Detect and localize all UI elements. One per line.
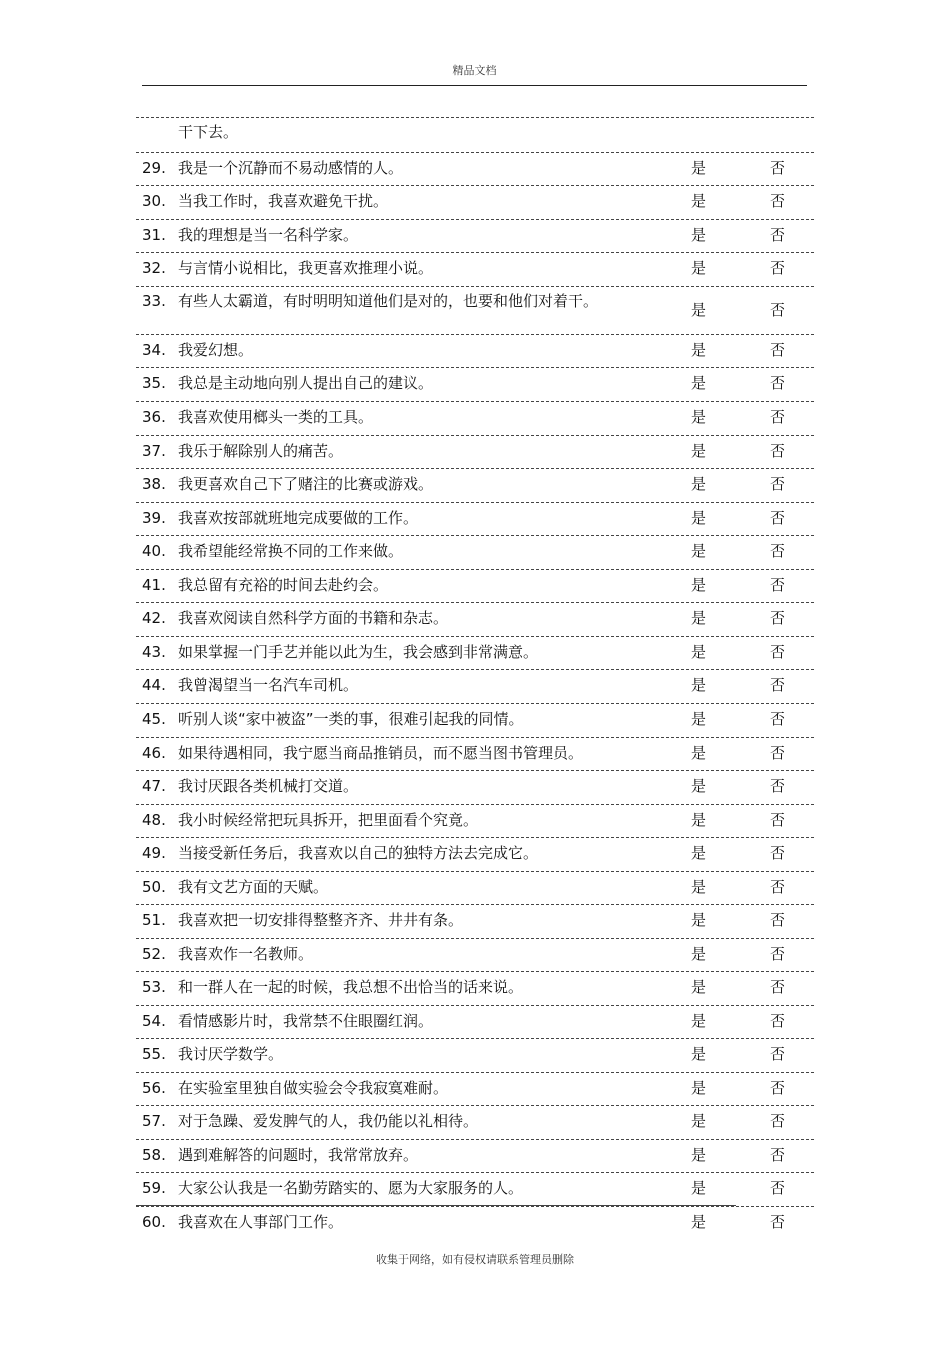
question-row [136, 703, 814, 737]
option-yes[interactable]: 是 [691, 1179, 707, 1197]
question-number: 49. [142, 844, 166, 862]
question-text: 遇到难解答的问题时，我常常放弃。 [178, 1146, 419, 1164]
option-no[interactable]: 否 [770, 1045, 786, 1063]
option-yes[interactable]: 是 [691, 341, 707, 359]
question-row [136, 185, 814, 219]
question-number: 36. [142, 408, 166, 426]
question-row [136, 569, 814, 602]
page-footer: 收集于网络，如有侵权请联系管理员删除 [376, 1253, 574, 1266]
question-text: 听别人谈“家中被盗”一类的事，很难引起我的同情。 [178, 710, 524, 728]
question-text: 我是一个沉静而不易动感情的人。 [178, 159, 404, 177]
option-yes[interactable]: 是 [691, 192, 707, 210]
question-text: 看情感影片时，我常禁不住眼圈红润。 [178, 1012, 434, 1030]
question-number: 54. [142, 1012, 166, 1030]
option-yes[interactable]: 是 [691, 978, 707, 996]
question-row [136, 1005, 814, 1038]
question-number: 42. [142, 609, 166, 627]
question-text: 我总是主动地向别人提出自己的建议。 [178, 374, 434, 392]
question-row [136, 401, 814, 435]
question-number: 47. [142, 777, 166, 795]
question-number: 40. [142, 542, 166, 560]
option-no[interactable]: 否 [770, 676, 786, 694]
question-text: 我喜欢阅读自然科学方面的书籍和杂志。 [178, 609, 449, 627]
question-number: 60. [142, 1213, 166, 1231]
option-yes[interactable]: 是 [691, 710, 707, 728]
question-text: 我喜欢按部就班地完成要做的工作。 [178, 509, 419, 527]
question-number: 50. [142, 878, 166, 896]
option-yes[interactable]: 是 [691, 911, 707, 929]
option-no[interactable]: 否 [770, 301, 786, 319]
question-row [136, 904, 814, 938]
option-yes[interactable]: 是 [691, 542, 707, 560]
question-text: 我有文艺方面的天赋。 [178, 878, 329, 896]
question-text: 我乐于解除别人的痛苦。 [178, 442, 344, 460]
question-text: 如果掌握一门手艺并能以此为生，我会感到非常满意。 [178, 643, 539, 661]
option-no[interactable]: 否 [770, 1012, 786, 1030]
option-no[interactable]: 否 [770, 341, 786, 359]
question-number: 51. [142, 911, 166, 929]
question-text: 有些人太霸道，有时明明知道他们是对的，也要和他们对着干。 [178, 292, 599, 310]
question-row [136, 602, 814, 636]
option-yes[interactable]: 是 [691, 475, 707, 493]
option-yes[interactable]: 是 [691, 1146, 707, 1164]
question-text: 我喜欢把一切安排得整整齐齐、井井有条。 [178, 911, 464, 929]
option-no[interactable]: 否 [770, 1213, 786, 1231]
question-number: 43. [142, 643, 166, 661]
question-row [136, 1038, 814, 1072]
option-no[interactable]: 否 [770, 509, 786, 527]
question-number: 41. [142, 576, 166, 594]
option-yes[interactable]: 是 [691, 609, 707, 627]
option-no[interactable]: 否 [770, 978, 786, 996]
question-text: 我喜欢使用榔头一类的工具。 [178, 408, 374, 426]
question-text: 与言情小说相比，我更喜欢推理小说。 [178, 259, 434, 277]
question-row [136, 1105, 814, 1139]
question-text: 我喜欢作一名教师。 [178, 945, 314, 963]
option-yes[interactable]: 是 [691, 744, 707, 762]
question-row [136, 502, 814, 535]
question-number: 32. [142, 259, 166, 277]
question-text: 我曾渴望当一名汽车司机。 [178, 676, 359, 694]
question-number: 39. [142, 509, 166, 527]
option-no[interactable]: 否 [770, 643, 786, 661]
question-text: 我爱幻想。 [178, 341, 254, 359]
option-no[interactable]: 否 [770, 710, 786, 728]
option-no[interactable]: 否 [770, 1146, 786, 1164]
question-text: 我讨厌学数学。 [178, 1045, 284, 1063]
option-yes[interactable]: 是 [691, 844, 707, 862]
option-no[interactable]: 否 [770, 609, 786, 627]
question-row [136, 1139, 814, 1172]
option-yes[interactable]: 是 [691, 509, 707, 527]
question-number: 57. [142, 1112, 166, 1130]
option-no[interactable]: 否 [770, 811, 786, 829]
option-yes[interactable]: 是 [691, 1079, 707, 1097]
question-row [136, 1072, 814, 1105]
option-yes[interactable]: 是 [691, 159, 707, 177]
option-yes[interactable]: 是 [691, 576, 707, 594]
question-row [136, 219, 814, 252]
option-no[interactable]: 否 [770, 259, 786, 277]
option-no[interactable]: 否 [770, 408, 786, 426]
option-yes[interactable]: 是 [691, 945, 707, 963]
option-yes[interactable]: 是 [691, 301, 707, 319]
option-yes[interactable]: 是 [691, 1012, 707, 1030]
question-row [136, 535, 814, 569]
continuation-text: 干下去。 [178, 123, 239, 141]
question-number: 44. [142, 676, 166, 694]
option-yes[interactable]: 是 [691, 643, 707, 661]
question-number: 45. [142, 710, 166, 728]
question-text: 当接受新任务后，我喜欢以自己的独特方法去完成它。 [178, 844, 539, 862]
option-yes[interactable]: 是 [691, 878, 707, 896]
question-number: 37. [142, 442, 166, 460]
option-yes[interactable]: 是 [691, 1213, 707, 1231]
option-no[interactable]: 否 [770, 192, 786, 210]
question-number: 38. [142, 475, 166, 493]
question-row [136, 837, 814, 871]
question-text: 我更喜欢自己下了赌注的比赛或游戏。 [178, 475, 434, 493]
question-number: 30. [142, 192, 166, 210]
question-number: 55. [142, 1045, 166, 1063]
question-number: 48. [142, 811, 166, 829]
question-text: 我小时候经常把玩具拆开，把里面看个究竟。 [178, 811, 479, 829]
question-row [136, 334, 814, 367]
question-number: 29. [142, 159, 166, 177]
question-row [136, 367, 814, 401]
question-number: 35. [142, 374, 166, 392]
question-text: 我讨厌跟各类机械打交道。 [178, 777, 359, 795]
option-yes[interactable]: 是 [691, 1112, 707, 1130]
option-no[interactable]: 否 [770, 945, 786, 963]
question-number: 33. [142, 292, 166, 310]
question-text: 大家公认我是一名勤劳踏实的、愿为大家服务的人。 [178, 1179, 524, 1197]
question-row [136, 468, 814, 502]
question-row [136, 252, 814, 286]
option-no[interactable]: 否 [770, 1112, 786, 1130]
option-no[interactable]: 否 [770, 442, 786, 460]
question-row [136, 804, 814, 837]
table-bottom-rule [136, 1205, 736, 1206]
question-text: 我喜欢在人事部门工作。 [178, 1213, 344, 1231]
option-yes[interactable]: 是 [691, 442, 707, 460]
question-number: 46. [142, 744, 166, 762]
question-text: 我总留有充裕的时间去赴约会。 [178, 576, 389, 594]
option-yes[interactable]: 是 [691, 811, 707, 829]
question-row [136, 286, 814, 334]
question-row [136, 938, 814, 971]
question-row [136, 152, 814, 185]
option-no[interactable]: 否 [770, 844, 786, 862]
question-row [136, 636, 814, 669]
question-number: 56. [142, 1079, 166, 1097]
option-no[interactable]: 否 [770, 576, 786, 594]
question-text: 和一群人在一起的时候，我总想不出恰当的话来说。 [178, 978, 524, 996]
option-no[interactable]: 否 [770, 475, 786, 493]
question-table [136, 117, 814, 1240]
option-no[interactable]: 否 [770, 374, 786, 392]
option-no[interactable]: 否 [770, 744, 786, 762]
question-text: 我希望能经常换不同的工作来做。 [178, 542, 404, 560]
question-text: 如果待遇相同，我宁愿当商品推销员，而不愿当图书管理员。 [178, 744, 584, 762]
question-number: 59. [142, 1179, 166, 1197]
option-no[interactable]: 否 [770, 1079, 786, 1097]
option-yes[interactable]: 是 [691, 374, 707, 392]
question-text: 对于急躁、爱发脾气的人，我仍能以礼相待。 [178, 1112, 479, 1130]
question-row [136, 770, 814, 804]
page-header: 精品文档 [452, 64, 497, 77]
question-number: 53. [142, 978, 166, 996]
question-row [136, 971, 814, 1005]
option-yes[interactable]: 是 [691, 226, 707, 244]
option-no[interactable]: 否 [770, 542, 786, 560]
option-no[interactable]: 否 [770, 878, 786, 896]
option-yes[interactable]: 是 [691, 1045, 707, 1063]
continuation-row [136, 117, 814, 152]
option-no[interactable]: 否 [770, 159, 786, 177]
option-yes[interactable]: 是 [691, 408, 707, 426]
option-no[interactable]: 否 [770, 226, 786, 244]
question-text: 当我工作时，我喜欢避免干扰。 [178, 192, 389, 210]
question-number: 31. [142, 226, 166, 244]
question-number: 58. [142, 1146, 166, 1164]
question-row [136, 435, 814, 468]
option-yes[interactable]: 是 [691, 676, 707, 694]
option-yes[interactable]: 是 [691, 259, 707, 277]
question-number: 34. [142, 341, 166, 359]
question-row [136, 737, 814, 770]
option-no[interactable]: 否 [770, 1179, 786, 1197]
header-divider [142, 85, 807, 86]
option-yes[interactable]: 是 [691, 777, 707, 795]
question-text: 在实验室里独自做实验会令我寂寞难耐。 [178, 1079, 449, 1097]
question-row [136, 1206, 814, 1240]
question-row [136, 1172, 814, 1206]
question-row [136, 871, 814, 904]
question-row [136, 669, 814, 703]
question-text: 我的理想是当一名科学家。 [178, 226, 359, 244]
question-number: 52. [142, 945, 166, 963]
option-no[interactable]: 否 [770, 911, 786, 929]
option-no[interactable]: 否 [770, 777, 786, 795]
